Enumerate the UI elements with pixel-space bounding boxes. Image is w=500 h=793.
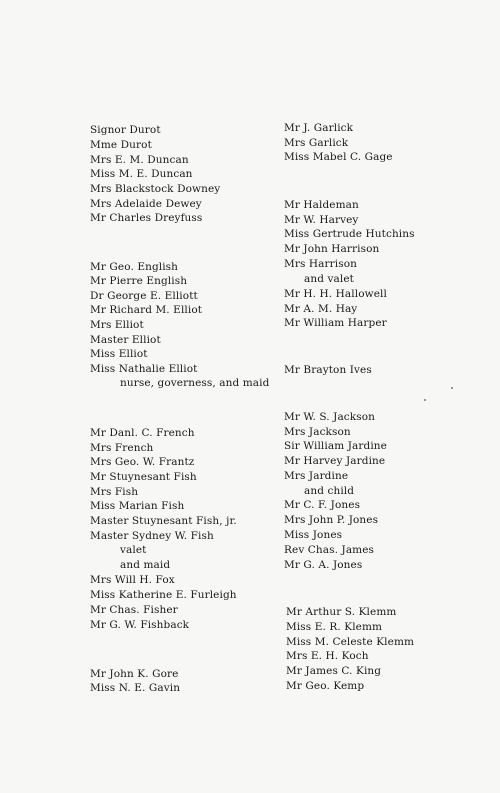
passenger-entry: Master Sydney W. Fish bbox=[90, 530, 214, 542]
passenger-entry: Sir William Jardine bbox=[284, 440, 387, 452]
passenger-entry: Miss Jones bbox=[284, 529, 343, 541]
passenger-entry: Mrs Will H. Fox bbox=[90, 574, 175, 586]
passenger-entry: Miss Elliot bbox=[90, 348, 148, 360]
passenger-entry: Miss Marian Fish bbox=[90, 500, 185, 512]
passenger-entry: Miss Nathalie Elliot bbox=[90, 363, 198, 375]
passenger-note: nurse, governess, and maid bbox=[120, 377, 270, 389]
passenger-note: and child bbox=[304, 485, 355, 497]
passenger-entry: Mrs Jardine bbox=[284, 470, 349, 482]
passenger-entry: Miss M. E. Duncan bbox=[90, 168, 193, 180]
passenger-entry: Mrs Garlick bbox=[284, 137, 349, 149]
print-speck bbox=[424, 399, 426, 401]
passenger-entry: Dr George E. Elliott bbox=[90, 290, 198, 302]
passenger-entry: Mr Brayton Ives bbox=[284, 364, 372, 376]
passenger-entry: Mme Durot bbox=[90, 139, 152, 151]
passenger-note: valet bbox=[120, 544, 147, 556]
passenger-entry: Mr Richard M. Elliot bbox=[90, 304, 203, 316]
passenger-note: and valet bbox=[304, 273, 354, 285]
passenger-entry: Mr John Harrison bbox=[284, 243, 380, 255]
passenger-entry: Miss Gertrude Hutchins bbox=[284, 228, 415, 240]
passenger-entry: Mr A. M. Hay bbox=[284, 303, 358, 315]
passenger-entry: Mr G. A. Jones bbox=[284, 559, 363, 571]
passenger-entry: Mr Stuynesant Fish bbox=[90, 471, 197, 483]
passenger-entry: Mr Geo. Kemp bbox=[286, 680, 365, 692]
passenger-entry: Mrs Adelaide Dewey bbox=[90, 198, 202, 210]
passenger-entry: Mr John K. Gore bbox=[90, 668, 179, 680]
passenger-entry: Master Elliot bbox=[90, 334, 161, 346]
passenger-entry: Miss M. Celeste Klemm bbox=[286, 636, 415, 648]
passenger-entry: Mr Danl. C. French bbox=[90, 427, 195, 439]
passenger-entry: Mrs French bbox=[90, 442, 154, 454]
passenger-entry: Mrs Fish bbox=[90, 486, 139, 498]
passenger-entry: Mr Geo. English bbox=[90, 261, 179, 273]
passenger-entry: Miss N. E. Gavin bbox=[90, 682, 181, 694]
passenger-entry: Mr H. H. Hallowell bbox=[284, 288, 387, 300]
passenger-entry: Mr Arthur S. Klemm bbox=[286, 606, 397, 618]
passenger-entry: Mr W. S. Jackson bbox=[284, 411, 376, 423]
passenger-entry: Mr W. Harvey bbox=[284, 214, 359, 226]
passenger-entry: Mrs Jackson bbox=[284, 426, 351, 438]
passenger-entry: Master Stuynesant Fish, jr. bbox=[90, 515, 237, 527]
passenger-entry: Mrs Geo. W. Frantz bbox=[90, 456, 195, 468]
passenger-entry: Mr Haldeman bbox=[284, 199, 359, 211]
print-speck bbox=[451, 387, 453, 389]
passenger-entry: Mrs Harrison bbox=[284, 258, 357, 270]
passenger-entry: Mrs John P. Jones bbox=[284, 514, 379, 526]
passenger-entry: Mr Harvey Jardine bbox=[284, 455, 386, 467]
passenger-entry: Miss Mabel C. Gage bbox=[284, 151, 393, 163]
passenger-entry: Mrs E. H. Koch bbox=[286, 650, 369, 662]
passenger-entry: Mr James C. King bbox=[286, 665, 382, 677]
passenger-entry: Mr Chas. Fisher bbox=[90, 604, 178, 616]
passenger-entry: Rev Chas. James bbox=[284, 544, 375, 556]
passenger-entry: Mrs Elliot bbox=[90, 319, 144, 331]
passenger-entry: Mrs E. M. Duncan bbox=[90, 154, 189, 166]
passenger-entry: Mr J. Garlick bbox=[284, 122, 354, 134]
passenger-entry: Mr C. F. Jones bbox=[284, 499, 361, 511]
passenger-entry: Signor Durot bbox=[90, 124, 161, 136]
passenger-entry: Mrs Blackstock Downey bbox=[90, 183, 221, 195]
passenger-entry: Mr William Harper bbox=[284, 317, 387, 329]
passenger-entry: Mr Charles Dreyfuss bbox=[90, 212, 203, 224]
passenger-entry: Miss E. R. Klemm bbox=[286, 621, 383, 633]
passenger-note: and maid bbox=[120, 559, 171, 571]
passenger-entry: Mr G. W. Fishback bbox=[90, 619, 190, 631]
passenger-entry: Mr Pierre English bbox=[90, 275, 188, 287]
passenger-entry: Miss Katherine E. Furleigh bbox=[90, 589, 237, 601]
